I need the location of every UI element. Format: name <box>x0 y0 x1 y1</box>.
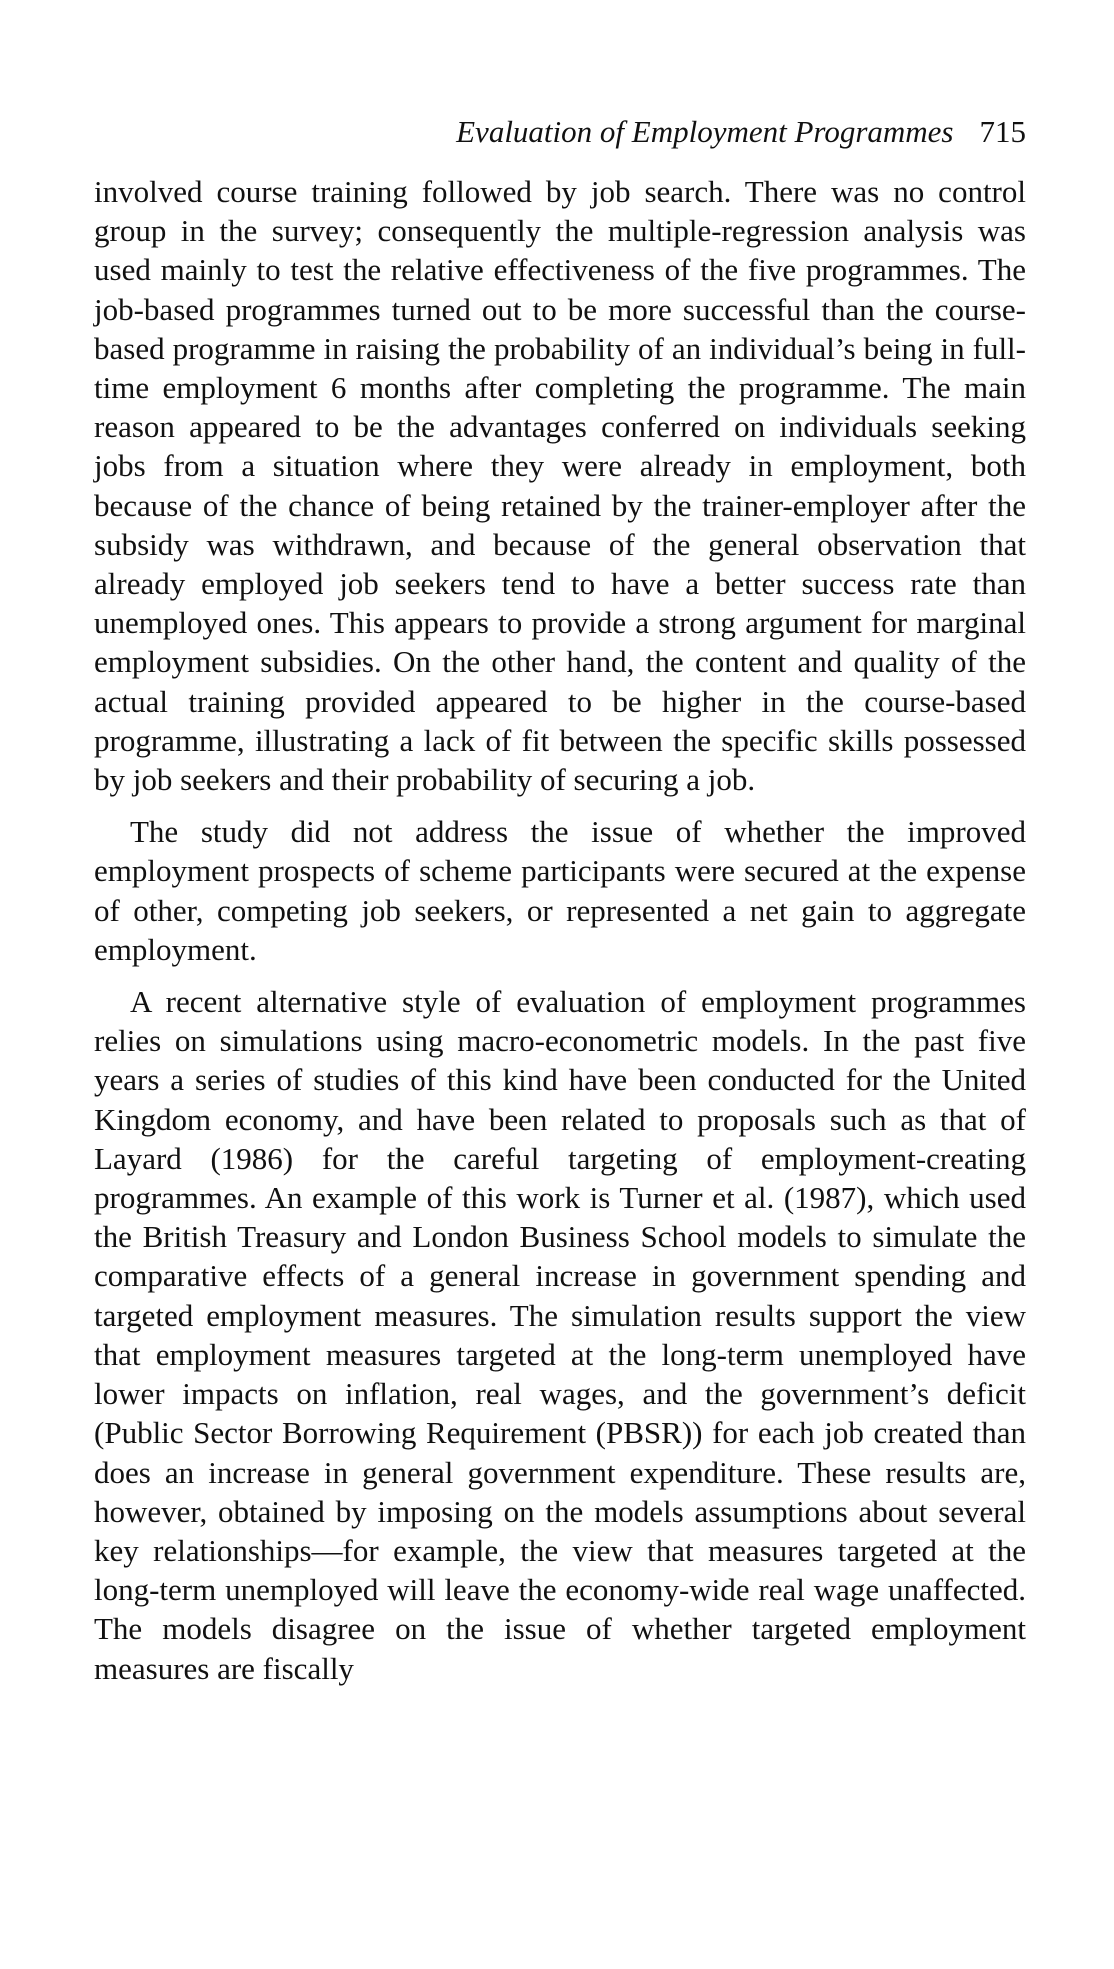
paragraph-continued: involved course training followed by job search. There was no control group in the survey; consequently the multiple-regression analysis was used mainly to test the relative effectiveness of the five programmes. The job-based programmes turned out to be more successful than the course-based programme in raising the probability of an individual’s being in full-time employment 6 months after completing the programme. The main reason appeared to be the advantages conferred on individuals seeking jobs from a situation where they were already in employment, both because of the chance of being retained by the trainer-employer after the subsidy was withdrawn, and because of the general observation that already employed job seekers tend to have a better success rate than unemployed ones. This appears to provide a strong argument for marginal employment subsidies. On the other hand, the content and quality of the actual training provided appeared to be higher in the course-based programme, illustrating a lack of fit between the specific skills possessed by job seekers and their probability of securing a job. <box>94 174 1026 798</box>
page-number: 715 <box>979 114 1026 149</box>
paragraph: A recent alternative style of evaluation of employment programmes relies on simulations using macro-econometric models. In the past five years a series of studies of this kind have been conducted for the United Kingdom economy, and have been related to proposals such as that of Layard (1986) for the careful targeting of employment-creating programmes. An example of this work is Turner et al. (1987), which used the British Treasury and London Business School models to simulate the comparative effects of a general increase in government spending and targeted employment measures. The simulation results support the view that employment measures targeted at the long-term unemployed have lower impacts on inflation, real wages, and the government’s deficit (Public Sector Borrowing Requirement (PBSR)) for each job created than does an increase in general government expenditure. These results are, however, obtained by imposing on the models assumptions about several key relationships—for example, the view that measures targeted at the long-term unemployed will leave the economy-wide real wage unaffected. The models disagree on the issue of whether targeted employment measures are fiscally <box>94 984 1026 1686</box>
document-page <box>94 112 1026 1688</box>
running-head <box>94 112 1026 152</box>
body-text <box>94 172 1026 1688</box>
running-title: Evaluation of Employment Programmes <box>456 114 954 149</box>
paragraph: The study did not address the issue of whether the improved employment prospects of scheme participants were secured at the expense of other, competing job seekers, or represented a net gain to aggregate employment. <box>94 814 1026 967</box>
